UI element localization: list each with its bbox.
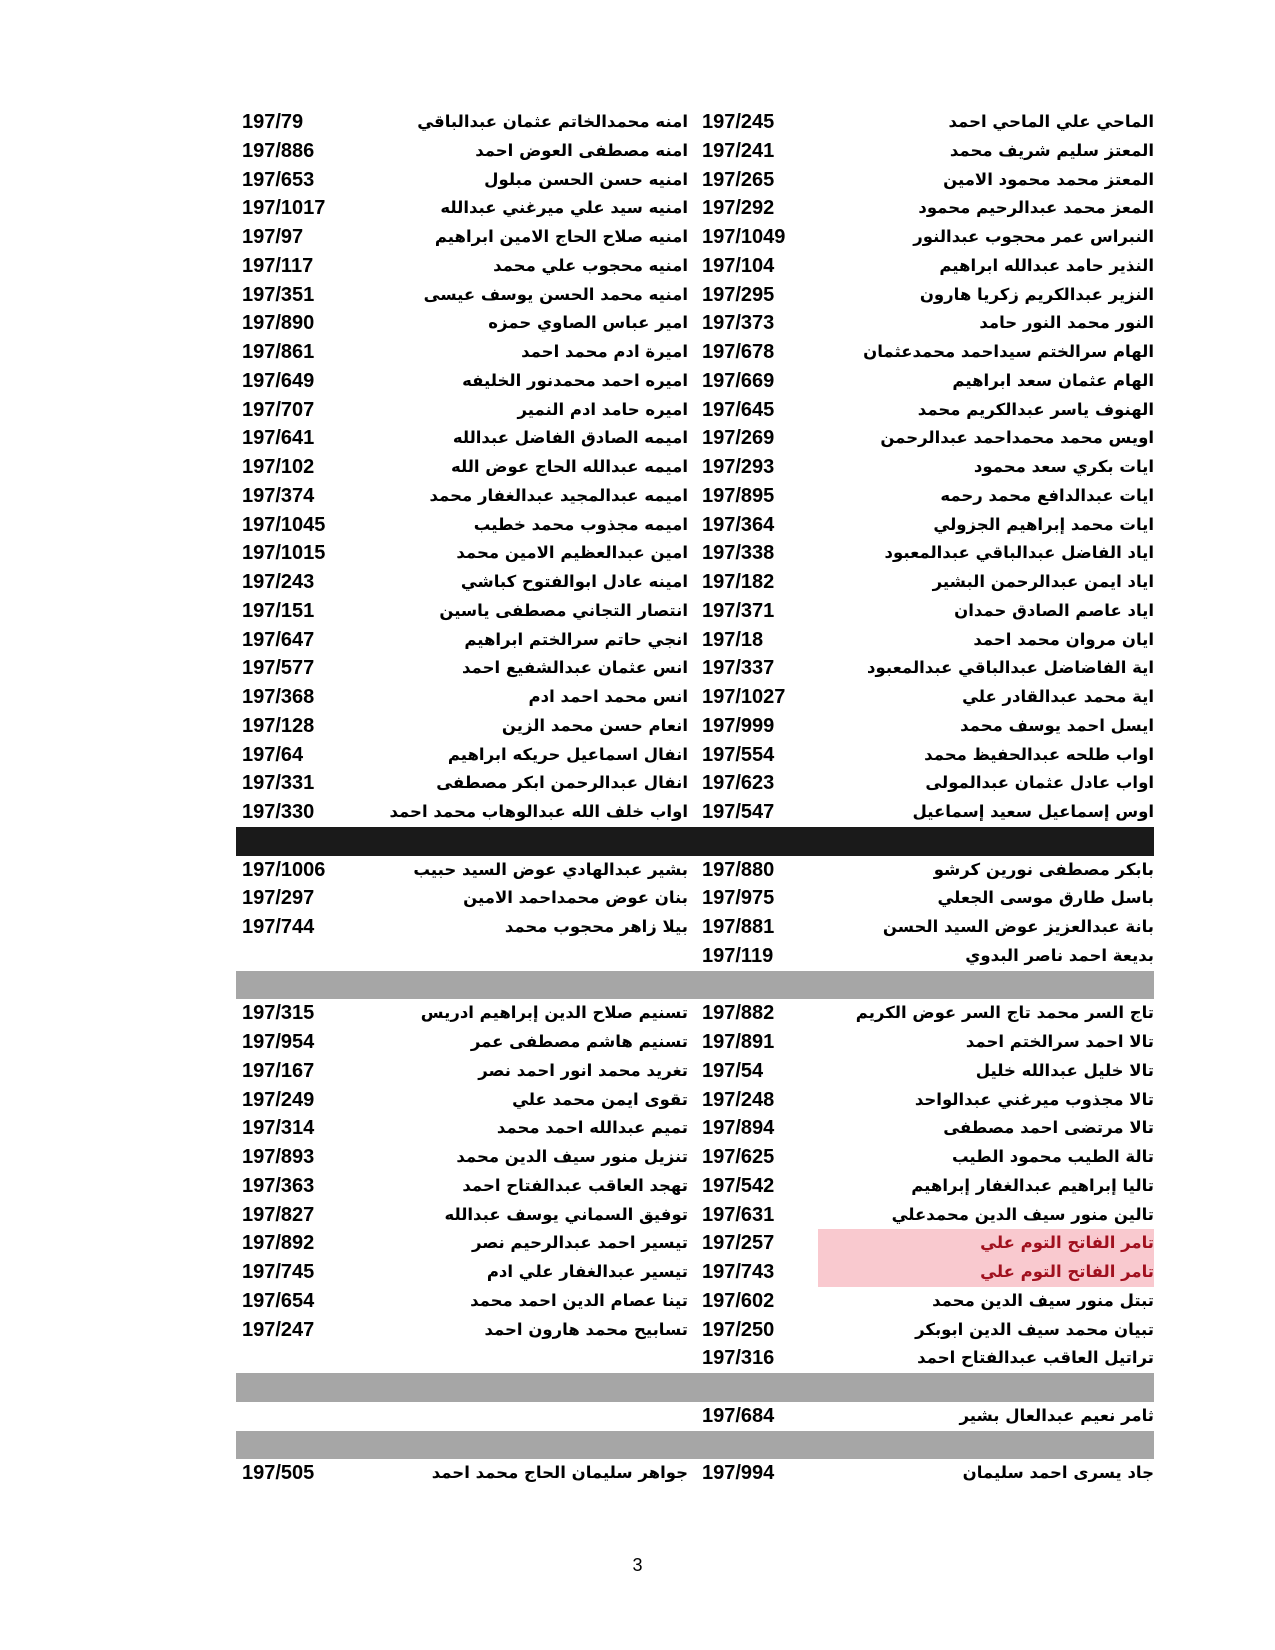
student-number: 197/954 [242,1031,315,1053]
student-name: بشير عبدالهادي عوض السيد حبيب [413,859,688,879]
table-row [236,1201,1154,1230]
table-row [236,1057,1154,1086]
student-number: 197/314 [242,1117,315,1140]
student-name: توفيق السماني يوسف عبدالله [444,1204,688,1224]
student-number: 197/374 [242,484,315,507]
student-name: النبراس عمر محجوب عبدالنور [913,227,1154,246]
student-name: انس عثمان عبدالشفيع احمد [462,658,688,678]
student-name: المعتز محمد محمود الامين [943,169,1154,189]
student-number: 197/128 [242,714,315,737]
student-name: امير عباس الصاوي حمزه [488,313,688,333]
student-name: انتصار التجاني مصطفى ياسين [439,600,688,620]
student-name: تغريد محمد انور احمد نصر [478,1060,688,1080]
student-number: 197/330 [242,801,315,823]
table-row-duplicate [236,1258,1154,1287]
student-number: 197/250 [702,1318,775,1341]
student-number: 197/577 [242,657,315,680]
student-name: انعام حسن محمد الزين [501,715,688,735]
student-number: 197/881 [702,916,775,938]
student-name: ايات عبدالدافع محمد رحمه [940,485,1154,505]
student-number: 197/707 [242,398,315,421]
student-number: 197/1045 [242,513,326,536]
student-number: 197/892 [242,1232,315,1255]
student-number: 197/678 [702,341,775,363]
student-name: انس محمد احمد ادم [528,687,688,706]
student-number: 197/54 [702,1059,764,1082]
table-row [236,712,1154,741]
student-name: اميرة ادم محمد احمد [521,342,688,361]
student-name: اية محمد عبدالقادر علي [962,687,1154,706]
student-number: 197/625 [702,1146,775,1168]
table-row [236,999,1154,1028]
student-name: تراتيل العاقب عبدالفتاح احمد [917,1348,1154,1368]
student-number: 197/893 [242,1146,315,1168]
student-number: 197/743 [702,1261,775,1283]
table-row [236,281,1154,310]
student-number: 197/554 [702,743,775,766]
student-number: 197/880 [702,858,775,881]
student-name: تبيان محمد سيف الدين ابوبكر [915,1319,1154,1339]
student-number: 197/293 [702,456,775,478]
table-row [236,1459,1154,1488]
table-row [236,1114,1154,1143]
student-number: 197/364 [702,513,775,536]
table-row [236,884,1154,913]
student-number: 197/861 [242,341,315,363]
student-number: 197/363 [242,1174,315,1197]
student-number: 197/368 [242,686,315,708]
student-number: 197/64 [242,743,304,766]
student-number: 197/1027 [702,686,786,708]
student-number: 197/351 [242,283,315,306]
student-name: اواب خلف الله عبدالوهاب محمد احمد [389,802,688,821]
table-row [236,1287,1154,1316]
student-name: تالا مرتضى احمد مصطفى [943,1118,1154,1138]
student-name: اواب طلحه عبدالحفيظ محمد [924,744,1154,764]
student-name: تبتل منور سيف الدين محمد [932,1290,1154,1310]
student-name: المعز محمد عبدالرحيم محمود [918,198,1154,218]
student-number: 197/248 [702,1088,775,1111]
student-name: تالة الطيب محمود الطيب [951,1147,1154,1166]
student-name: اوس إسماعيل سعيد إسماعيل [912,802,1154,821]
student-name: اية الفاضاضل عبدالباقي عبدالمعبود [867,658,1154,678]
student-name: جاد يسرى احمد سليمان [962,1463,1154,1483]
student-number: 197/315 [242,1002,315,1025]
table-row [236,338,1154,367]
name-list-table [236,108,1154,1488]
student-name: اميمه مجذوب محمد خطيب [473,514,688,534]
student-number: 197/167 [242,1059,315,1082]
table-row [236,482,1154,511]
table-row [236,769,1154,798]
student-name: انفال اسماعيل حريكه ابراهيم [447,744,688,764]
student-name: ايات محمد إبراهيم الجزولي [933,514,1154,534]
student-name: تينا عصام الدين احمد محمد [470,1290,688,1310]
student-name: النذير حامد عبدالله ابراهيم [939,255,1154,275]
student-number: 197/182 [702,571,775,593]
student-name: تالين منور سيف الدين محمدعلي [891,1204,1154,1224]
table-row [236,1316,1154,1345]
student-name: امنه محمدالخاتم عثمان عبدالباقي [417,112,688,131]
student-number: 197/1015 [242,542,326,565]
student-number: 197/1049 [702,226,786,248]
student-number: 197/645 [702,398,775,421]
student-number: 197/1017 [242,197,326,220]
student-name: اياد عاصم الصادق حمدان [954,600,1154,620]
student-number: 197/547 [702,801,775,823]
student-name: تاج السر محمد تاج السر عوض الكريم [855,1003,1154,1023]
table-row [236,913,1154,942]
section-separator [236,827,1154,856]
student-number: 197/895 [702,484,775,507]
student-name: الهام سرالختم سيداحمد محمدعثمان [863,342,1154,361]
student-number: 197/882 [702,1002,775,1025]
table-row [236,626,1154,655]
student-name: الماحي علي الماحي احمد [948,112,1154,131]
table-row [236,137,1154,166]
student-number: 197/241 [702,139,775,162]
student-name: باسل طارق موسى الجعلي [937,888,1154,908]
student-name: الهام عثمان سعد ابراهيم [952,370,1154,390]
student-number: 197/602 [702,1289,775,1312]
student-name: امنيه سيد علي ميرغني عبدالله [440,198,688,218]
student-number: 197/104 [702,254,775,277]
student-number: 197/641 [242,427,315,450]
student-name: انفال عبدالرحمن ابكر مصطفى [436,773,688,793]
table-row [236,1086,1154,1115]
student-name: امنيه محمد الحسن يوسف عيسى [423,284,688,304]
student-number: 197/18 [702,628,764,651]
student-number: 197/505 [242,1462,315,1485]
student-number: 197/316 [702,1347,775,1370]
student-name: امينه عادل ابوالفتوح كباشي [460,572,688,591]
student-number: 197/337 [702,657,775,680]
student-number: 197/1006 [242,858,326,881]
student-number: 197/994 [702,1462,775,1485]
student-name: تيسير عبدالغفار علي ادم [486,1262,688,1281]
student-number: 197/827 [242,1203,315,1226]
student-name: اميمه الصادق الفاضل عبدالله [452,428,688,448]
student-name: بيلا زاهر محجوب محمد [504,917,688,936]
student-name: تالا خليل عبدالله خليل [975,1060,1154,1080]
student-number: 197/265 [702,168,775,191]
student-name: بابكر مصطفى نورين كرشو [933,859,1154,879]
table-row [236,741,1154,770]
student-name: الهنوف ياسر عبدالكريم محمد [917,399,1154,419]
student-number: 197/653 [242,168,315,191]
student-name: تهجد العاقب عبدالفتاح احمد [462,1175,688,1195]
student-name: ايسل احمد يوسف محمد [960,715,1154,735]
student-name: اميمه عبدالمجيد عبدالغفار محمد [429,485,688,505]
table-row [236,1143,1154,1172]
student-number: 197/292 [702,197,775,220]
table-row [236,683,1154,712]
student-name: اويس محمد محمداحمد عبدالرحمن [880,428,1154,448]
student-name: اميره حامد ادم النمير [517,399,688,419]
student-name: امنيه محجوب علي محمد [493,255,688,275]
student-name: امنه مصطفى العوض احمد [475,140,688,160]
student-number: 197/371 [702,599,775,622]
student-name: النور محمد النور حامد [979,313,1154,333]
student-name: امنيه حسن الحسن مبلول [484,169,688,189]
student-name: امنيه صلاح الحاج الامين ابراهيم [434,227,688,246]
table-row [236,597,1154,626]
table-row [236,511,1154,540]
student-name: بانة عبدالعزيز عوض السيد الحسن [882,917,1154,936]
table-row [236,166,1154,195]
student-number: 197/151 [242,599,315,622]
table-row [236,424,1154,453]
page-number: 3 [632,1555,643,1575]
table-row [236,453,1154,482]
student-name: ايان مروان محمد احمد [973,629,1154,649]
student-number: 197/102 [242,456,315,478]
table-row [236,252,1154,281]
student-name: اميره احمد محمدنور الخليفه [462,370,688,390]
student-number: 197/647 [242,628,315,651]
table-row [236,568,1154,597]
student-name: ايات بكري سعد محمود [973,457,1154,476]
table-row [236,396,1154,425]
student-name: بديعة احمد ناصر البدوي [965,945,1154,965]
student-number: 197/891 [702,1031,775,1053]
student-name: تنزيل منور سيف الدين محمد [456,1147,688,1166]
table-row [236,194,1154,223]
student-number: 197/623 [702,772,775,795]
table-row [236,856,1154,885]
table-row [236,1344,1154,1373]
student-number: 197/649 [242,369,315,392]
student-number: 197/999 [702,714,775,737]
table-row [236,654,1154,683]
table-row [236,539,1154,568]
student-name: تاليا إبراهيم عبدالغفار إبراهيم [911,1175,1154,1195]
student-name: النزير عبدالكريم زكريا هارون [919,284,1154,304]
student-name: انجي حاتم سرالختم ابراهيم [464,629,688,649]
student-name: اياد ايمن عبدالرحمن البشير [932,572,1154,591]
student-name: تيسير احمد عبدالرحيم نصر [471,1233,688,1253]
student-number: 197/269 [702,427,775,450]
student-name: تقوى ايمن محمد علي [512,1089,688,1109]
student-name: تالا مجذوب ميرغني عبدالواحد [914,1089,1154,1109]
student-number: 197/654 [242,1289,315,1312]
section-separator [236,971,1154,1000]
student-name: تسنيم صلاح الدين إبراهيم ادريس [420,1003,688,1023]
student-number: 197/631 [702,1203,775,1226]
student-number: 197/886 [242,139,315,162]
student-number: 197/245 [702,111,775,133]
student-number: 197/373 [702,312,775,335]
student-number: 197/297 [242,887,315,910]
student-name: المعتز سليم شريف محمد [949,140,1154,160]
student-name: اميمه عبدالله الحاج عوض الله [450,457,688,476]
table-row [236,1028,1154,1057]
student-number: 197/295 [702,283,775,306]
table-row [236,223,1154,252]
student-number: 197/331 [242,772,315,795]
student-number: 197/542 [702,1174,775,1197]
student-number: 197/97 [242,226,304,248]
table-row [236,1172,1154,1201]
student-number: 197/243 [242,571,315,593]
student-number: 197/669 [702,369,775,392]
table-row-duplicate [236,1229,1154,1258]
table-row [236,798,1154,827]
student-name: تالا احمد سرالختم احمد [965,1032,1154,1051]
table-row [236,1402,1154,1431]
table-row [236,367,1154,396]
student-name: تسنيم هاشم مصطفى عمر [470,1032,688,1051]
student-name: تامر الفاتح التوم علي [980,1233,1154,1253]
table-row [236,108,1154,137]
student-number: 197/684 [702,1404,775,1427]
student-name: اواب عادل عثمان عبدالمولى [925,773,1154,793]
student-number: 197/338 [702,542,775,565]
student-number: 197/744 [242,916,315,938]
student-number: 197/890 [242,312,315,335]
student-name: تامر الفاتح التوم علي [980,1262,1154,1281]
student-name: بنان عوض محمداحمد الامين [463,888,688,908]
student-name: تميم عبدالله احمد محمد [496,1118,688,1138]
section-separator [236,1431,1154,1460]
section-separator [236,1373,1154,1402]
student-name: ثامر نعيم عبدالعال بشير [959,1405,1154,1425]
student-number: 197/117 [242,254,314,277]
student-number: 197/745 [242,1261,315,1283]
student-number: 197/257 [702,1232,775,1255]
table-row [236,309,1154,338]
student-number: 197/249 [242,1088,315,1111]
student-number: 197/79 [242,111,304,133]
student-name: تسابيح محمد هارون احمد [484,1319,688,1339]
student-name: امين عبدالعظيم الامين محمد [456,543,688,563]
student-number: 197/975 [702,887,775,910]
student-number: 197/894 [702,1117,775,1140]
student-number: 197/247 [242,1318,315,1341]
table-row [236,942,1154,971]
student-number: 197/119 [702,944,774,967]
student-name: جواهر سليمان الحاج محمد احمد [431,1463,688,1483]
student-name: اياد الفاضل عبدالباقي عبدالمعبود [884,543,1154,563]
